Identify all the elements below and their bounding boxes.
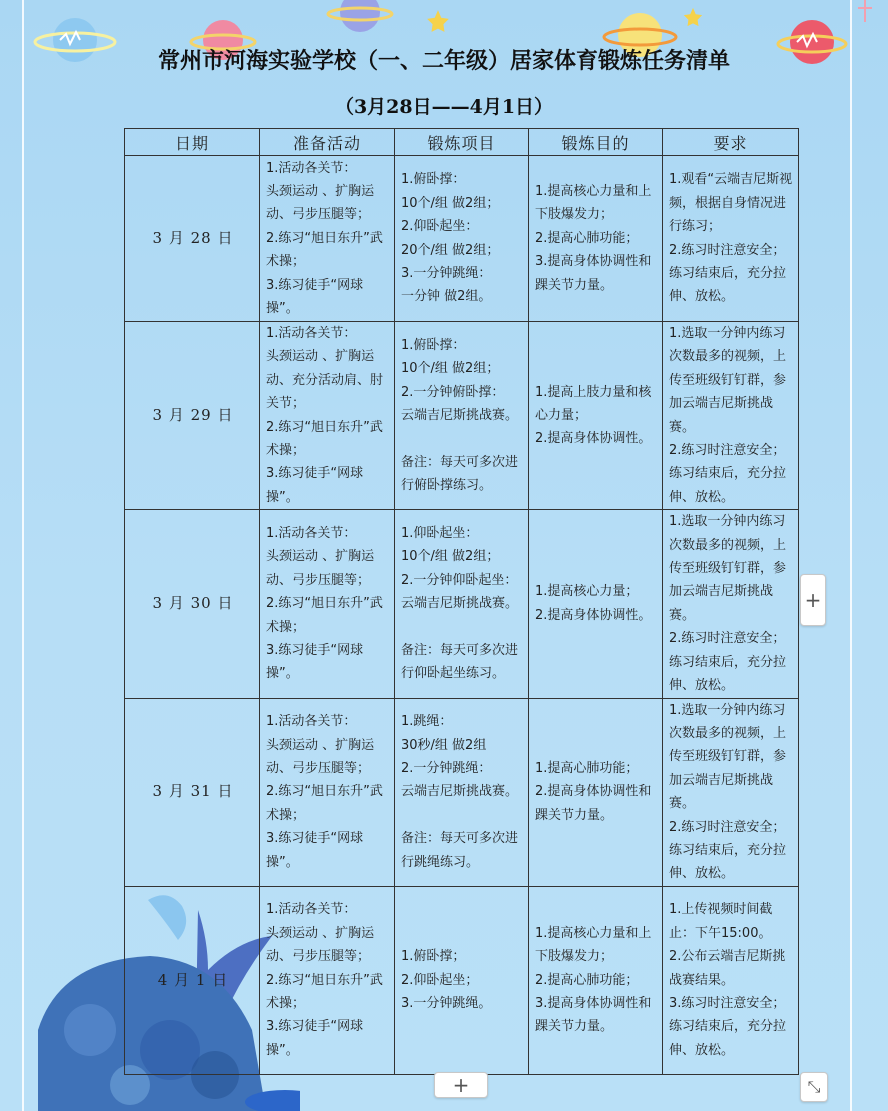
pin-icon — [855, 0, 875, 24]
page-subtitle: （3月28日——4月1日） — [334, 96, 554, 118]
add-row-button[interactable] — [434, 1072, 488, 1098]
page-title: 常州市河海实验学校（一、二年级）居家体育锻炼任务清单 — [157, 48, 730, 74]
add-column-button[interactable] — [800, 574, 826, 626]
cell-exercise[interactable]: 1.俯卧撑： 10个/组 做2组； 2.一分钟俯卧撑： 云端吉尼斯挑战赛。 备注：每天可多次进行俯卧撑练习。 — [395, 322, 529, 510]
cell-purpose[interactable]: 1.提高核心力量和上下肢爆发力； 2.提高心肺功能； 3.提高身体协调性和踝关节力量。 — [529, 886, 663, 1074]
header-requirement: 要求 — [663, 129, 799, 156]
cell-purpose[interactable]: 1.提高上肢力量和核心力量； 2.提高身体协调性。 — [529, 322, 663, 510]
table-header-row — [125, 129, 799, 156]
resize-table-button[interactable] — [800, 1072, 828, 1102]
header-purpose: 锻炼目的 — [529, 129, 663, 156]
cell-requirement[interactable]: 1.观看“云端吉尼斯视频，根据自身情况进行练习； 2.练习时注意安全；练习结束后，充分拉伸、放松。 — [663, 156, 799, 322]
plus-icon: + — [452, 1073, 470, 1097]
cell-warmup[interactable]: 1.活动各关节： 头颈运动 、扩胸运动、充分活动肩、肘关节； 2.练习“旭日东升”武术操； 3.练习徒手“网球操”。 — [260, 322, 395, 510]
plus-icon: + — [804, 588, 822, 612]
cell-requirement[interactable]: 1.选取一分钟内练习次数最多的视频，上传至班级钉钉群，参加云端吉尼斯挑战赛。 2.练习时注意安全；练习结束后，充分拉伸、放松。 — [663, 322, 799, 510]
cell-date[interactable]: 3 月 31 日 — [125, 698, 260, 886]
cell-warmup[interactable]: 1.活动各关节： 头颈运动 、扩胸运动、弓步压腿等； 2.练习“旭日东升”武术操； 3.练习徒手“网球操”。 — [260, 698, 395, 886]
table-row — [125, 510, 799, 698]
cell-date[interactable]: 3 月 30 日 — [125, 510, 260, 698]
schedule-table — [124, 128, 799, 1075]
table-row — [125, 156, 799, 322]
cell-warmup[interactable]: 1.活动各关节： 头颈运动 、扩胸运动、弓步压腿等； 2.练习“旭日东升”武术操； 3.练习徒手“网球操”。 — [260, 510, 395, 698]
table-row — [125, 886, 799, 1074]
cell-date[interactable]: 4 月 1 日 — [125, 886, 260, 1074]
cell-requirement[interactable]: 1.上传视频时间截止：下午15:00。 2.公布云端吉尼斯挑战赛结果。 3.练习时注意安全；练习结束后，充分拉伸、放松。 — [663, 886, 799, 1074]
cell-purpose[interactable]: 1.提高心肺功能； 2.提高身体协调性和踝关节力量。 — [529, 698, 663, 886]
table-row — [125, 698, 799, 886]
cell-requirement[interactable]: 1.选取一分钟内练习次数最多的视频，上传至班级钉钉群，参加云端吉尼斯挑战赛。 2.练习时注意安全；练习结束后，充分拉伸、放松。 — [663, 698, 799, 886]
planet-purple-icon — [325, 0, 395, 40]
cell-exercise[interactable]: 1.俯卧撑： 10个/组 做2组； 2.仰卧起坐： 20个/组 做2组； 3.一分钟跳绳： 一分钟 做2组。 — [395, 156, 529, 322]
star-right-icon — [682, 6, 704, 28]
cell-requirement[interactable]: 1.选取一分钟内练习次数最多的视频，上传至班级钉钉群，参加云端吉尼斯挑战赛。 2.练习时注意安全；练习结束后，充分拉伸、放松。 — [663, 510, 799, 698]
cell-warmup[interactable]: 1.活动各关节： 头颈运动 、扩胸运动、弓步压腿等； 2.练习“旭日东升”武术操； 3.练习徒手“网球操”。 — [260, 156, 395, 322]
table-row — [125, 322, 799, 510]
cell-exercise[interactable]: 1.跳绳： 30秒/组 做2组 2.一分钟跳绳： 云端吉尼斯挑战赛。 备注：每天可多次进行跳绳练习。 — [395, 698, 529, 886]
header-warmup: 准备活动 — [260, 129, 395, 156]
header-date: 日期 — [125, 129, 260, 156]
cell-purpose[interactable]: 1.提高核心力量； 2.提高身体协调性。 — [529, 510, 663, 698]
cell-exercise[interactable]: 1.俯卧撑； 2.仰卧起坐； 3.一分钟跳绳。 — [395, 886, 529, 1074]
cell-exercise[interactable]: 1.仰卧起坐： 10个/组 做2组； 2.一分钟仰卧起坐： 云端吉尼斯挑战赛。 备注：每天可多次进行仰卧起坐练习。 — [395, 510, 529, 698]
cell-date[interactable]: 3 月 29 日 — [125, 322, 260, 510]
cell-purpose[interactable]: 1.提高核心力量和上下肢爆发力； 2.提高心肺功能； 3.提高身体协调性和踝关节力量。 — [529, 156, 663, 322]
resize-icon: ⤡ — [807, 1077, 821, 1096]
star-top-icon — [425, 8, 451, 34]
cell-date[interactable]: 3 月 28 日 — [125, 156, 260, 322]
header-exercise: 锻炼项目 — [395, 129, 529, 156]
cell-warmup[interactable]: 1.活动各关节： 头颈运动 、扩胸运动、弓步压腿等； 2.练习“旭日东升”武术操； 3.练习徒手“网球操”。 — [260, 886, 395, 1074]
